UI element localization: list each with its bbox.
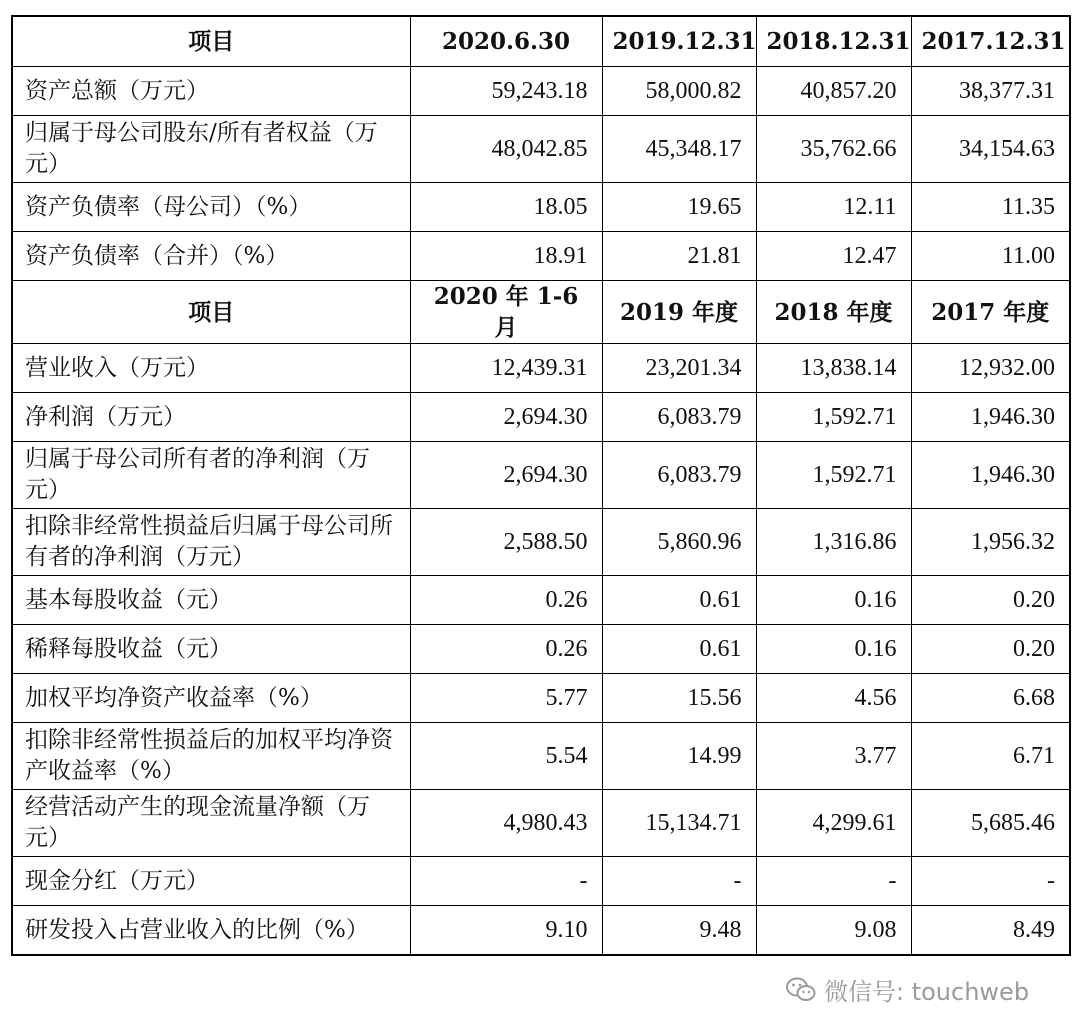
row-label: 资产负债率（合并）（%）: [12, 232, 410, 281]
table-row: [12, 674, 1070, 723]
table-row: [12, 625, 1070, 674]
cell-value: 21.81: [602, 232, 756, 281]
cell-value: 6.68: [911, 674, 1070, 723]
cell-value: 15.56: [602, 674, 756, 723]
header-2017-12-31: 2017.12.31: [911, 16, 1070, 67]
watermark: [786, 972, 1029, 1007]
cell-value: 3.77: [756, 723, 911, 790]
row-label: 净利润（万元）: [12, 393, 410, 442]
table-row: [12, 442, 1070, 509]
header-row-income: [12, 281, 1070, 344]
header-2020-h1: 2020 年 1-6 月: [410, 281, 602, 344]
cell-value: 9.10: [410, 906, 602, 956]
table-row: [12, 790, 1070, 857]
cell-value: 14.99: [602, 723, 756, 790]
cell-value: 40,857.20: [756, 67, 911, 116]
header-2019-12-31: 2019.12.31: [602, 16, 756, 67]
table-row: [12, 509, 1070, 576]
header-item: 项目: [12, 16, 410, 67]
cell-value: -: [911, 857, 1070, 906]
cell-value: 11.35: [911, 183, 1070, 232]
cell-value: 2,588.50: [410, 509, 602, 576]
cell-value: 23,201.34: [602, 344, 756, 393]
cell-value: 4,980.43: [410, 790, 602, 857]
row-label: 归属于母公司股东/所有者权益（万元）: [12, 116, 410, 183]
header-2019-year: 2019 年度: [602, 281, 756, 344]
cell-value: 18.05: [410, 183, 602, 232]
cell-value: 1,316.86: [756, 509, 911, 576]
cell-value: 8.49: [911, 906, 1070, 956]
cell-value: 6,083.79: [602, 442, 756, 509]
row-label: 研发投入占营业收入的比例（%）: [12, 906, 410, 956]
cell-value: 0.61: [602, 576, 756, 625]
table-row: [12, 183, 1070, 232]
watermark-text: 微信号: touchweb: [824, 978, 1030, 1006]
cell-value: 59,243.18: [410, 67, 602, 116]
cell-value: 13,838.14: [756, 344, 911, 393]
cell-value: 19.65: [602, 183, 756, 232]
row-label: 扣除非经常性损益后的加权平均净资产收益率（%）: [12, 723, 410, 790]
header-2017-year: 2017 年度: [911, 281, 1070, 344]
cell-value: 5.54: [410, 723, 602, 790]
cell-value: 1,956.32: [911, 509, 1070, 576]
cell-value: 1,592.71: [756, 393, 911, 442]
table-row: [12, 576, 1070, 625]
cell-value: 5,685.46: [911, 790, 1070, 857]
cell-value: 0.20: [911, 576, 1070, 625]
cell-value: 0.16: [756, 625, 911, 674]
cell-value: 1,946.30: [911, 442, 1070, 509]
cell-value: 12,932.00: [911, 344, 1070, 393]
cell-value: -: [756, 857, 911, 906]
header-2020-6-30: 2020.6.30: [410, 16, 602, 67]
cell-value: 0.16: [756, 576, 911, 625]
header-2018-12-31: 2018.12.31: [756, 16, 911, 67]
financial-summary-table: [11, 15, 1071, 956]
row-label: 扣除非经常性损益后归属于母公司所有者的净利润（万元）: [12, 509, 410, 576]
cell-value: 38,377.31: [911, 67, 1070, 116]
row-label: 基本每股收益（元）: [12, 576, 410, 625]
row-label: 现金分红（万元）: [12, 857, 410, 906]
row-label: 营业收入（万元）: [12, 344, 410, 393]
cell-value: 15,134.71: [602, 790, 756, 857]
row-label: 资产负债率（母公司）（%）: [12, 183, 410, 232]
cell-value: 6.71: [911, 723, 1070, 790]
table-row: [12, 906, 1070, 956]
cell-value: 12.11: [756, 183, 911, 232]
cell-value: 4.56: [756, 674, 911, 723]
cell-value: 0.61: [602, 625, 756, 674]
table-row: [12, 857, 1070, 906]
row-label: 加权平均净资产收益率（%）: [12, 674, 410, 723]
cell-value: 34,154.63: [911, 116, 1070, 183]
cell-value: 1,592.71: [756, 442, 911, 509]
cell-value: 9.48: [602, 906, 756, 956]
cell-value: 12.47: [756, 232, 911, 281]
cell-value: 1,946.30: [911, 393, 1070, 442]
table-row: [12, 723, 1070, 790]
table-row: [12, 67, 1070, 116]
cell-value: 4,299.61: [756, 790, 911, 857]
table-row: [12, 116, 1070, 183]
cell-value: 9.08: [756, 906, 911, 956]
cell-value: 45,348.17: [602, 116, 756, 183]
cell-value: 48,042.85: [410, 116, 602, 183]
cell-value: 2,694.30: [410, 393, 602, 442]
table-row: [12, 232, 1070, 281]
row-label: 归属于母公司所有者的净利润（万元）: [12, 442, 410, 509]
cell-value: 2,694.30: [410, 442, 602, 509]
cell-value: 5.77: [410, 674, 602, 723]
row-label: 经营活动产生的现金流量净额（万元）: [12, 790, 410, 857]
cell-value: -: [410, 857, 602, 906]
cell-value: 18.91: [410, 232, 602, 281]
table-row: [12, 393, 1070, 442]
wechat-icon: [786, 977, 816, 1003]
cell-value: 58,000.82: [602, 67, 756, 116]
header-item: 项目: [12, 281, 410, 344]
cell-value: 35,762.66: [756, 116, 911, 183]
row-label: 资产总额（万元）: [12, 67, 410, 116]
cell-value: 5,860.96: [602, 509, 756, 576]
cell-value: 0.26: [410, 576, 602, 625]
cell-value: -: [602, 857, 756, 906]
table-row: [12, 344, 1070, 393]
cell-value: 6,083.79: [602, 393, 756, 442]
row-label: 稀释每股收益（元）: [12, 625, 410, 674]
header-2018-year: 2018 年度: [756, 281, 911, 344]
cell-value: 12,439.31: [410, 344, 602, 393]
header-row-balance: [12, 16, 1070, 67]
cell-value: 0.26: [410, 625, 602, 674]
cell-value: 11.00: [911, 232, 1070, 281]
cell-value: 0.20: [911, 625, 1070, 674]
